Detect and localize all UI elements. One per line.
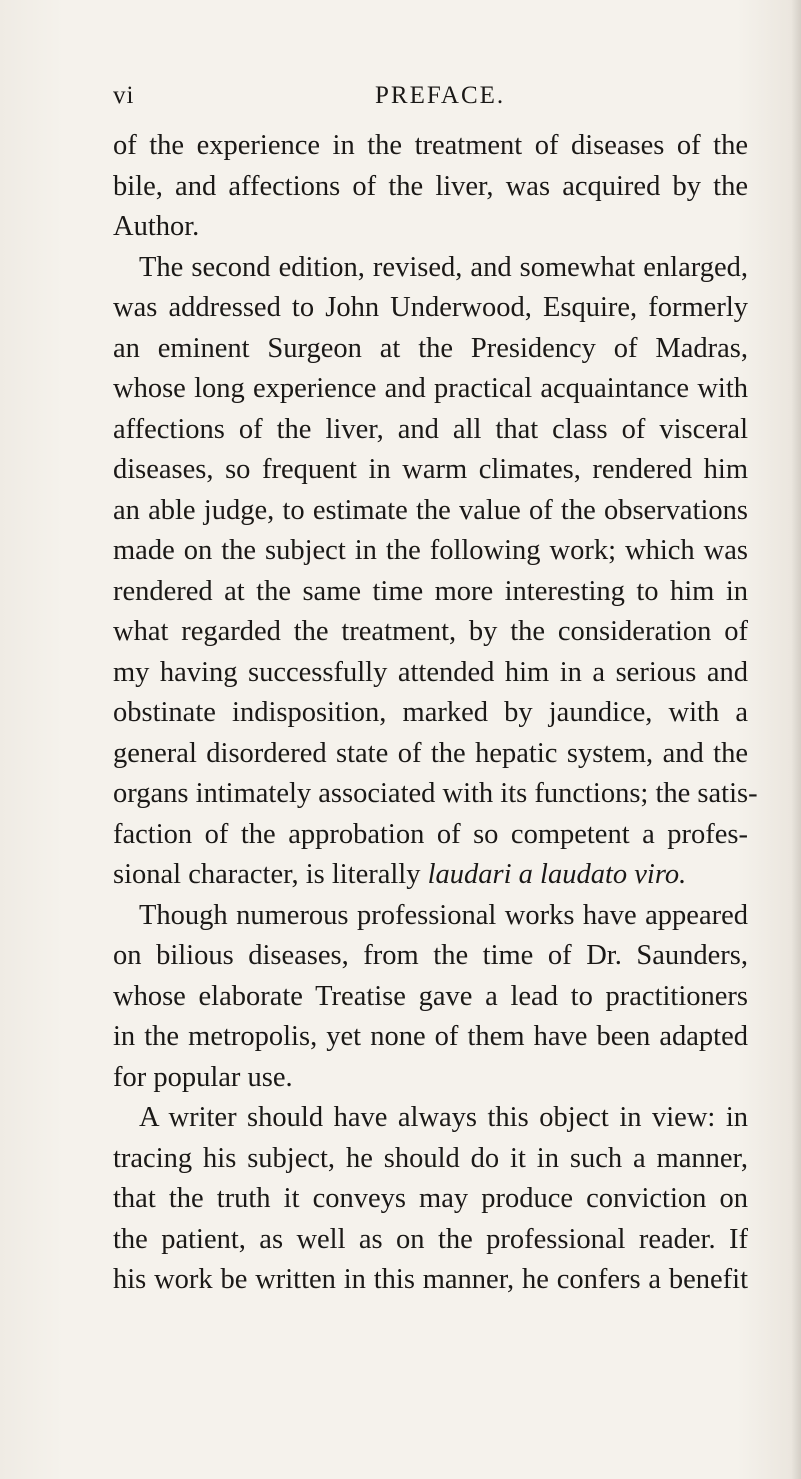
text-line: rendered at the same time more interesting to him in [113,575,748,607]
text-line: whose long experience and practical acquaintance with [113,373,748,404]
text-line-start: sional character, is literally [113,859,421,890]
text-line: his work be written in this manner, he confers a benefit [113,1264,748,1295]
text-line-with-quote [113,855,748,896]
text-line: Author. [113,211,200,242]
text-line: organs intimately associated with its functions; the satis- [113,778,758,809]
page-edge-shadow [791,0,801,1479]
text-line: an eminent Surgeon at the Presidency of Madras, [113,332,748,364]
text-line: diseases, so frequent in warm climates, rendered him [113,454,748,485]
text-line: affections of the liver, and all that class of visceral [113,413,748,445]
body-text [113,126,758,1301]
text-line: my having successfully attended him in a serious and [113,656,748,688]
text-line: The second edition, revised, and somewhat enlarged, [139,251,748,283]
text-line: whose elaborate Treatise gave a lead to practitioners [113,980,748,1012]
text-line: tracing his subject, he should do it in such a manner, [113,1142,748,1174]
text-line: A writer should have always this object in view: in [139,1102,748,1133]
text-line: for popular use. [113,1061,293,1093]
text-line: what regarded the treatment, by the consideration of [113,616,748,647]
text-line: faction of the approbation of so competent a profes- [113,818,748,850]
page-header [113,82,743,118]
running-head: PREFACE. [375,82,506,109]
text-line: bile, and affections of the liver, was acquired by the [113,170,748,202]
text-line: that the truth it conveys may produce conviction on [113,1183,748,1214]
text-line: on bilious diseases, from the time of Dr. Saunders, [113,940,748,971]
text-line: an able judge, to estimate the value of the observations [113,494,748,526]
text-line: the patient, as well as on the professional reader. If [113,1223,748,1255]
text-line: was addressed to John Underwood, Esquire, formerly [113,292,748,323]
text-line: made on the subject in the following work; which was [113,535,748,566]
text-line: obstinate indisposition, marked by jaundice, with a [113,697,748,728]
text-line: of the experience in the treatment of diseases of the [113,130,748,161]
text-line: in the metropolis, yet none of them have been adapted [113,1021,748,1052]
page-number: vi [113,82,135,109]
text-line: Though numerous professional works have appeared [139,899,748,931]
text-line: general disordered state of the hepatic system, and the [113,737,748,769]
latin-phrase: laudari a laudato viro. [427,859,687,890]
